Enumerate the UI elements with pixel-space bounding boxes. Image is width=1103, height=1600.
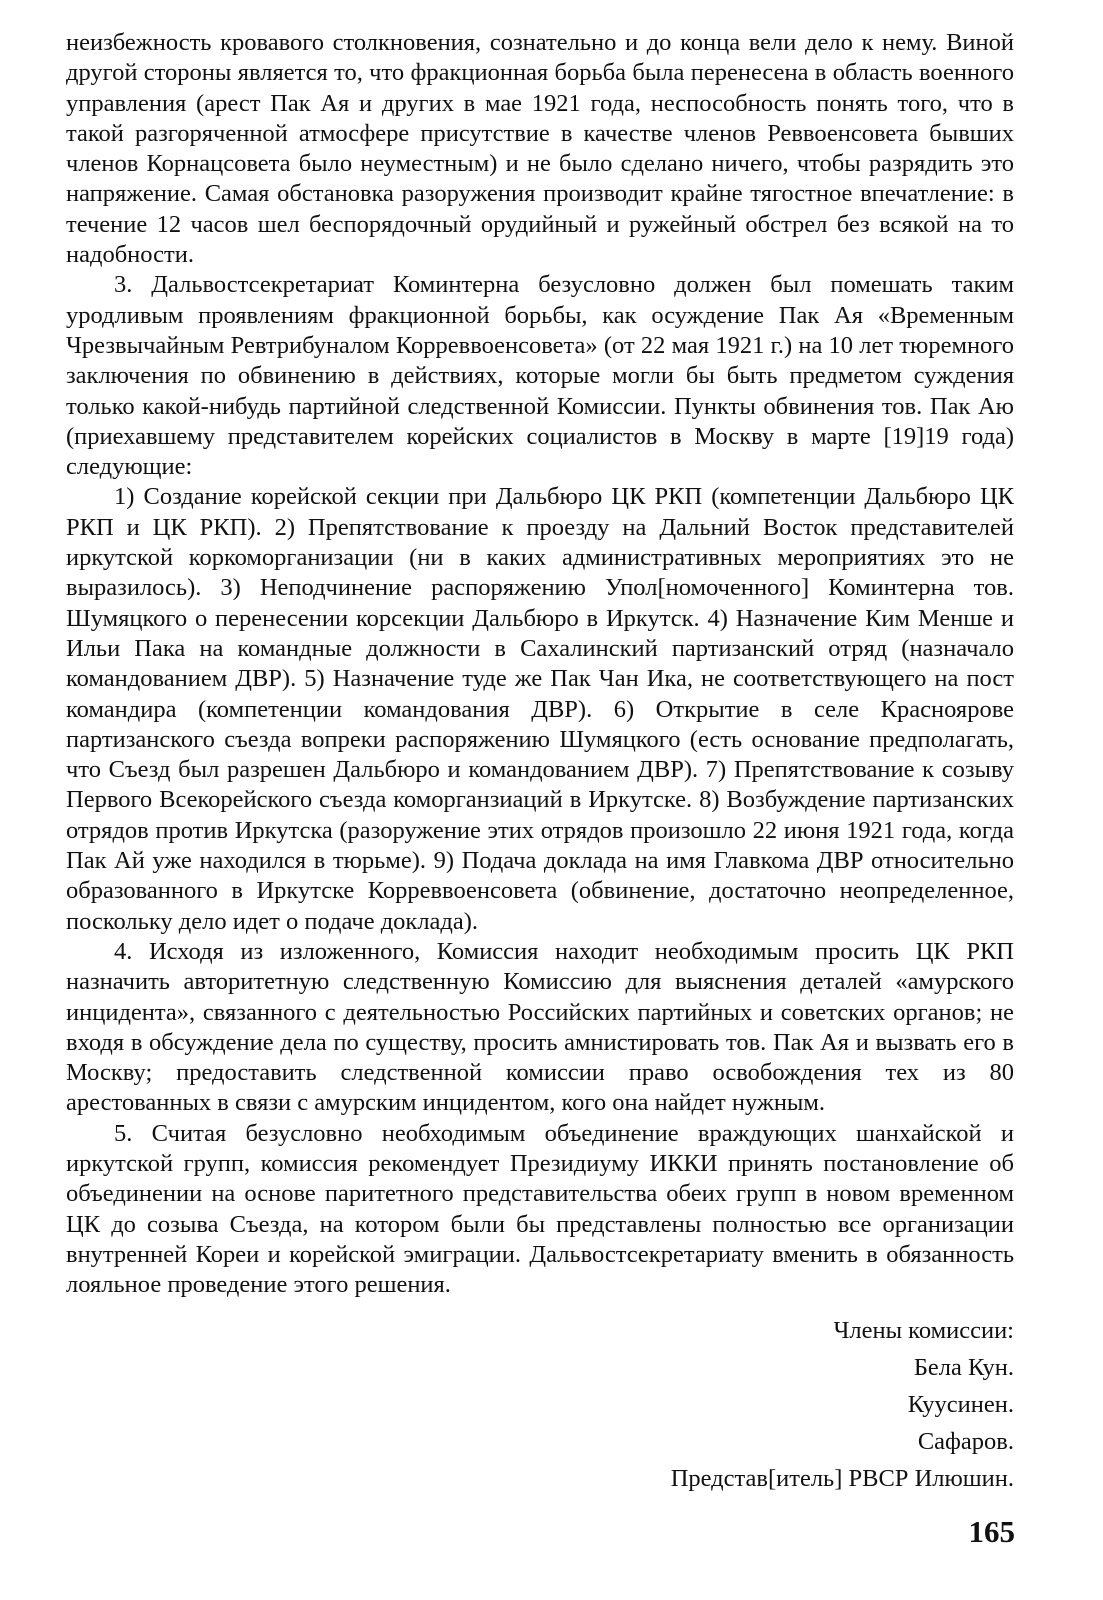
paragraph-accusations: 1) Создание корейской секции при Дальбюро ЦК РКП (компетенции Дальбюро ЦК РКП и ЦК РКП). 2) Препятствование к проезду на Дальний Восток представителей иркутской коркоморганизации (ни в каких административных мероприятиях это не выразилось). 3) Неподчинение распоряжению Упол[номоченного] Коминтерна тов. Шумяцкого о перенесении корсекции Дальбюро в Иркутск. 4) Назначение Ким Менше и Ильи Пака на командные должности в Сахалинский партизанский отряд (назначало командованием ДВР). 5) Назначение туде же Пак Чан Ика, не соответствующего на пост командира (компетенции командования ДВР). 6) Открытие в селе Красноярове партизанского съезда вопреки распоряжению Шумяцкого (есть основание предполагать, что Съезд был разрешен Дальбюро и командованием ДВР). 7) Препятствование к созыву Первого Всекорейского съезда коморганзиаций в Иркутске. 8) Возбуждение партизанских отрядов против Иркутска (разоружение этих отрядов произошло 22 июня 1921 года, когда Пак Ай уже находился в тюрьме). 9) Подача доклада на имя Главкома ДВР относительно образованного в Иркутске Корреввоенсовета (обвинение, достаточно неопределенное, поскольку дело идет о подаче доклада). [66, 483, 1014, 935]
signatory-name: Куусинен. [907, 1391, 1014, 1419]
document-page [66, 28, 1014, 1497]
signatory-name: Сафаров. [917, 1428, 1014, 1456]
page-number: 165 [968, 1514, 1015, 1549]
signatory-name: Представ[итель] РВСР Илюшин. [670, 1465, 1014, 1493]
paragraph-point-5: 5. Считая безусловно необходимым объединение враждующих шанхайской и иркутской групп, комиссия рекомендует Президиуму ИККИ принять постановление об объединении на основе паритетного представительства обеих групп в новом временном ЦК до созыва Съезда, на котором были бы представлены полностью все организации внутренней Кореи и корейской эмиграции. Дальвостсекретариату вменить в обязанность лояльное проведение этого решения. [66, 1119, 1014, 1299]
signature-block [66, 1312, 1014, 1497]
signature-heading: Члены комиссии: [833, 1317, 1014, 1345]
paragraph-point-3: 3. Дальвостсекретариат Коминтерна безусловно должен был помешать таким уродливым проявлениям фракционной борьбы, как осуждение Пак Ая «Временным Чрезвычайным Ревтрибуналом Корреввоенсовета» (от 22 мая 1921 г.) на 10 лет тюремного заключения по обвинению в действиях, которые могли бы быть предметом суждения только какой-нибудь партийной следственной Комиссии. Пункты обвинения тов. Пак Аю (приехавшему представителем корейских социалистов в Москву в марте [19]19 года) следующие: [66, 271, 1014, 481]
paragraph-point-4: 4. Исходя из изложенного, Комиссия находит необходимым просить ЦК РКП назначить авторитетную следственную Комиссию для выяснения деталей «амурского инцидента», связанного с деятельностью Российских партийных и советских органов; не входя в обсуждение дела по существу, просить амнистировать тов. Пак Ая и вызвать его в Москву; предоставить следственной комиссии право освобождения тех из 80 арестованных в связи с амурским инцидентом, кого она найдет нужным. [66, 937, 1014, 1117]
paragraph-continuation: неизбежность кровавого столкновения, сознательно и до конца вели дело к нему. Виной другой стороны является то, что фракционная борьба была перенесена в область военного управления (арест Пак Ая и других в мае 1921 года, неспособность понять того, что в такой разгоряченной атмосфере присутствие в качестве членов Реввоенсовета бывших членов Корнацсовета было неуместным) и не было сделано ничего, чтобы разрядить это напряжение. Самая обстановка разоружения производит крайне тягостное впечатление: в течение 12 часов шел беспорядочный орудийный и ружейный обстрел без всякой на то надобности. [66, 29, 1014, 269]
signatory-name: Бела Кун. [913, 1354, 1014, 1382]
